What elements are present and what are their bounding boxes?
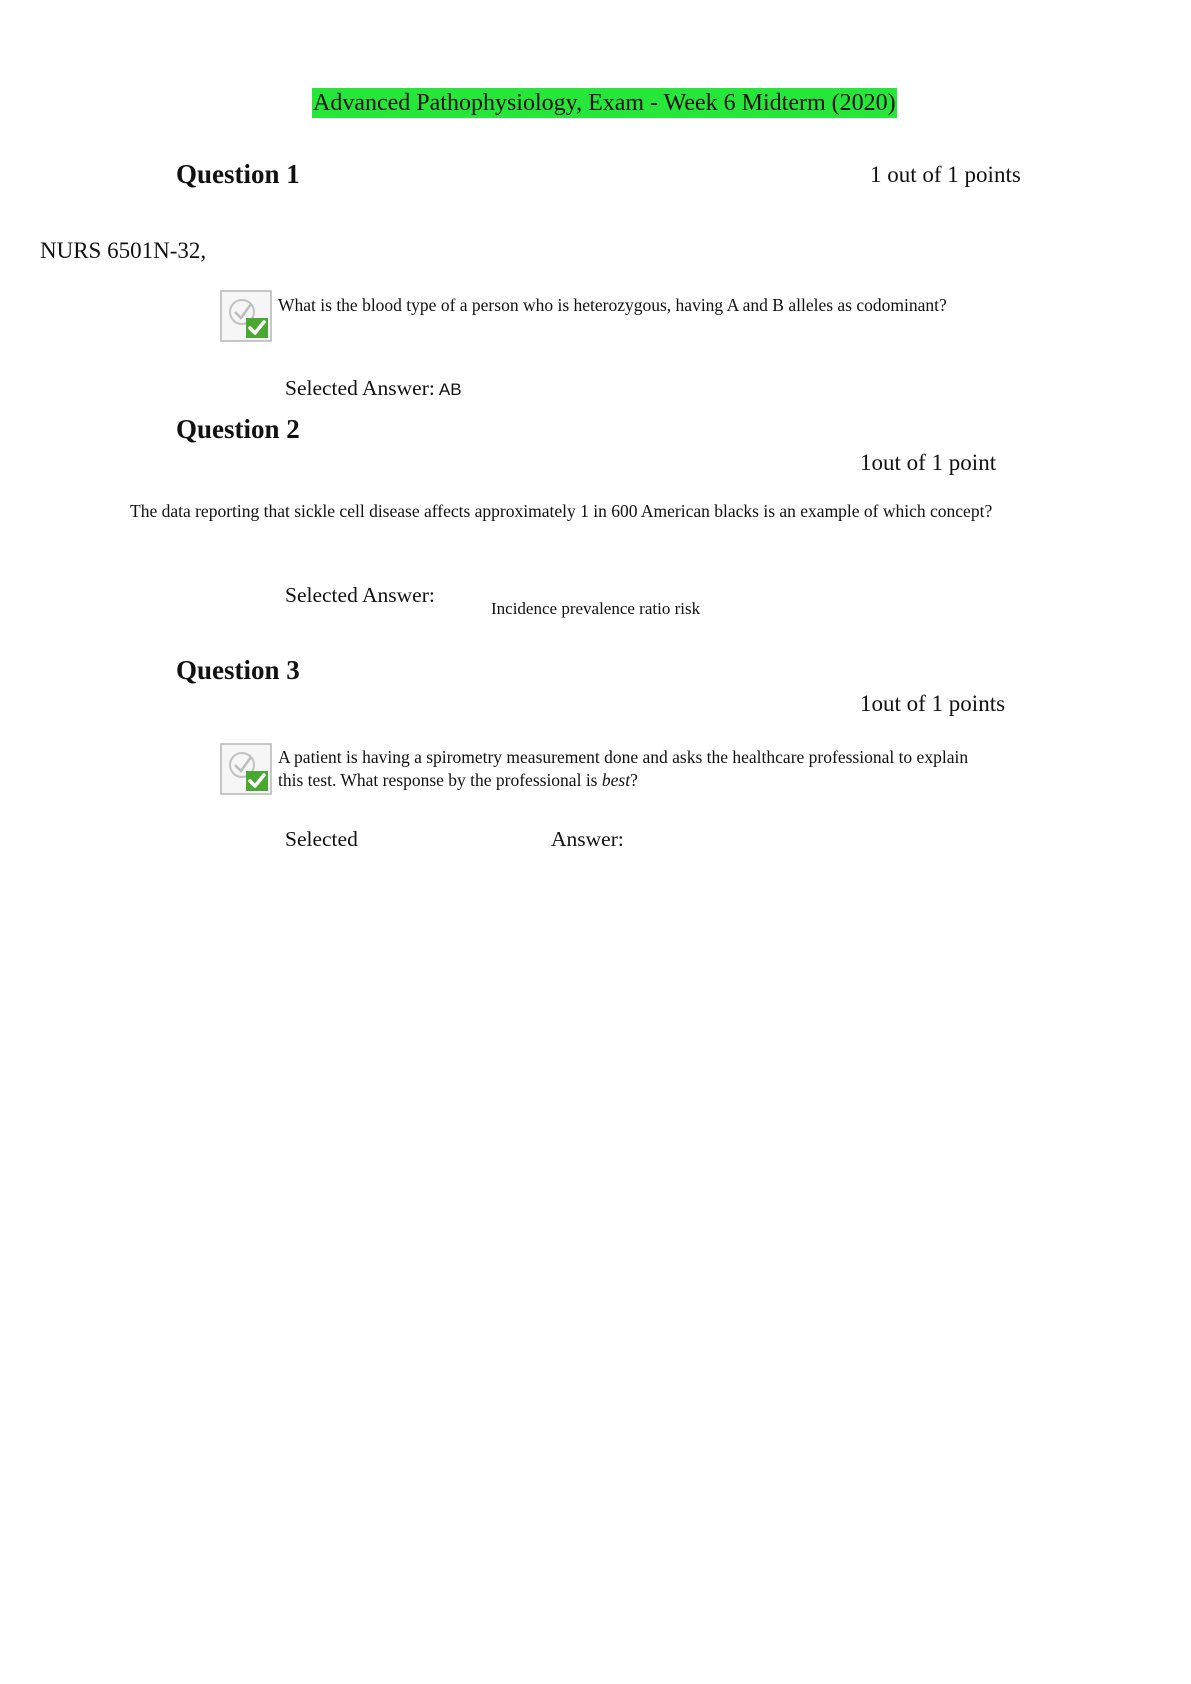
selected-answer-label: Selected Answer: [285, 376, 435, 400]
question-3-points: 1out of 1 points [860, 691, 1006, 716]
course-code: NURS 6501N-32, [40, 238, 207, 263]
correct-check-icon [220, 290, 272, 342]
question-3-text-main: A patient is having a spirometry measurement done and asks the healthcare professional to explain this test. What response by the professional is [278, 747, 969, 790]
question-2-points: 1out of 1 point [860, 450, 997, 475]
question-1-points: 1 out of 1 points [870, 162, 1021, 187]
selected-answer-value: AB [438, 380, 462, 399]
selected-answer-value: Incidence prevalence ratio risk [491, 599, 701, 618]
question-1-text: What is the blood type of a person who is heterozygous, having A and B alleles as codominant? [278, 295, 947, 315]
question-3-heading: Question 3 [176, 655, 300, 685]
question-2-heading: Question 2 [176, 414, 300, 444]
selected-answer-label: Selected Answer: [285, 583, 435, 607]
answer-label: Answer: [551, 827, 624, 851]
question-3-text [278, 746, 978, 792]
question-2-text: The data reporting that sickle cell disease affects approximately 1 in 600 American blacks is an example of which concept? [130, 501, 993, 521]
question-3-text-emphasis: best [601, 770, 631, 790]
selected-label: Selected [285, 827, 358, 851]
question-1-heading: Question 1 [176, 159, 300, 189]
question-1-selected-answer [285, 375, 462, 401]
question-3-text-end: ? [630, 770, 638, 790]
correct-check-icon [220, 743, 272, 795]
document-title: Advanced Pathophysiology, Exam - Week 6 Midterm (2020) [313, 90, 896, 116]
